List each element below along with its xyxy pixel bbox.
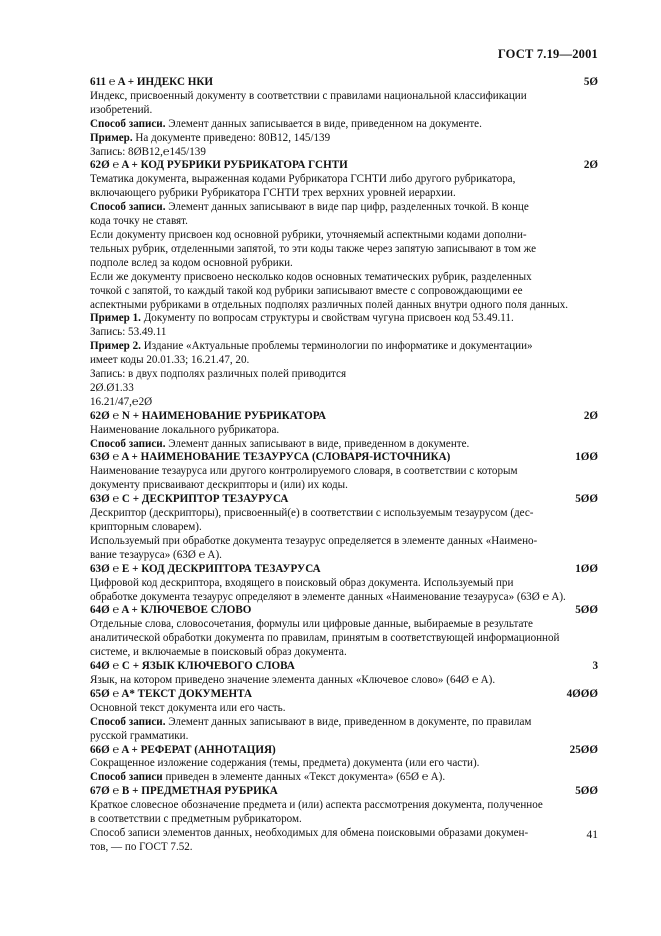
line-text: Наименование тезауруса или другого контролируемого словаря, в соответствии с которым [90,465,518,478]
text-line [90,118,598,132]
field-heading-title: 65Ø ℮ A* ТЕКСТ ДОКУМЕНТА [90,687,252,700]
field-length: 25ØØ [569,743,598,756]
standard-header: ГОСТ 7.19—2001 [497,47,598,61]
bold-lead: Способ записи. [90,201,166,214]
line-text: Элемент данных записывают в виде пар цифр, разделенных точкой. В конце [165,201,529,214]
field-heading [90,410,598,424]
line-text: Запись: в двух подполях различных полей приводится [90,368,347,381]
field-heading-title: 63Ø ℮ C + ДЕСКРИПТОР ТЕЗАУРУСА [90,493,289,506]
text-line [90,396,598,410]
line-text: Тематика документа, выраженная кодами Рубрикатора ГСНТИ либо другого рубрикатора, [90,173,516,186]
page-number: 41 [586,829,598,841]
field-heading [90,493,598,507]
line-text: приведен в элементе данных «Текст документа» (65Ø ℮ A). [162,771,446,784]
line-text: аспектными рубриками в отдельных подполях различных полей данных внутри одного поля данных. [90,298,569,311]
line-text: имеет коды 20.01.33; 16.21.47, 20. [90,354,250,367]
text-line [90,271,598,285]
line-text: кода точку не ставят. [90,215,188,228]
text-line [90,285,598,299]
bold-lead: Пример 1. [90,312,141,325]
line-text: Документу по вопросам структуры и свойствам чугуна присвоен код 53.49.11. [140,312,514,325]
line-text: вание тезауруса» (63Ø ℮ A). [90,548,222,561]
line-text: Отдельные слова, словосочетания, формулы или цифровые данные, выбираемые в результате [90,618,533,631]
text-line [90,618,598,632]
text-line [90,646,598,660]
line-text: 16.21/47,℮2Ø [90,395,153,408]
field-length: 5ØØ [575,604,598,617]
text-line [90,215,598,229]
line-text: Способ записи элементов данных, необходимых для обмена поисковыми образами докумен- [90,826,529,839]
line-text: 2Ø.Ø1.33 [90,381,134,394]
field-heading-title: 66Ø ℮ A + РЕФЕРАТ (АННОТАЦИЯ) [90,743,276,756]
line-text: Цифровой код дескриптора, входящего в поисковый образ документа. Используемый при [90,576,514,589]
line-text: Если документу присвоен код основной рубрики, уточняемый аспектными кодами дополни- [90,228,527,241]
field-heading [90,76,598,90]
text-line [90,299,598,313]
field-heading [90,785,598,799]
text-line [90,326,598,340]
line-text: обработке документа тезаурус определяют в элементе данных «Наименование тезауруса» (63Ø ℮ A). [90,590,566,603]
line-text: Издание «Актуальные проблемы терминологии по информатике и документации» [140,340,533,353]
text-line [90,354,598,368]
text-line [90,146,598,160]
line-text: точкой с запятой, то каждый такой код рубрики записывают вместе с сопровождающими ее [90,284,523,297]
text-line [90,702,598,716]
line-text: Запись: 53.49.11 [90,326,167,339]
text-line [90,382,598,396]
line-text: Язык, на котором приведено значение элемента данных «Ключевое слово» (64Ø ℮ A). [90,673,496,686]
text-line [90,104,598,118]
field-length: 1ØØ [575,451,598,464]
field-length: 5Ø [583,76,598,88]
line-text: документу присваивают дескрипторы и (или) их коды. [90,479,348,492]
document-body [90,76,598,855]
line-text: в соответствии с предметным рубрикатором. [90,813,302,826]
bold-lead: Пример 2. [90,340,141,353]
line-text: Элемент данных записывают в виде, приведенном в документе. [165,437,470,450]
field-heading-title: 63Ø ℮ A + НАИМЕНОВАНИЕ ТЕЗАУРУСА (СЛОВАРЯ-ИСТОЧНИКА) [90,451,451,464]
text-line [90,521,598,535]
field-heading-title: 611 ℮ A + ИНДЕКС НКИ [90,76,214,88]
field-heading [90,744,598,758]
field-heading [90,660,598,674]
line-text: изобретений. [90,103,153,116]
field-length: 1ØØ [575,562,598,575]
field-heading-title: 62Ø ℮ N + НАИМЕНОВАНИЕ РУБРИКАТОРА [90,409,327,422]
text-line [90,591,598,605]
field-heading [90,688,598,702]
field-length: 2Ø [583,159,598,172]
text-line [90,424,598,438]
text-line [90,827,598,841]
text-line [90,730,598,744]
field-heading-title: 67Ø ℮ B + ПРЕДМЕТНАЯ РУБРИКА [90,785,278,798]
line-text: крипторным словарем). [90,521,202,533]
text-line [90,201,598,215]
bold-lead: Способ записи [90,771,163,784]
text-line [90,132,598,146]
line-text: Индекс, присвоенный документу в соответствии с правилами национальной классификации [90,89,527,102]
text-line [90,173,598,187]
text-line [90,771,598,785]
line-text: тов, — по ГОСТ 7.52. [90,840,193,853]
text-line [90,90,598,104]
line-text: включающего рубрики Рубрикатора ГСНТИ трех верхних уровней иерархии. [90,187,456,200]
field-length: 5ØØ [575,493,598,506]
text-line [90,187,598,201]
field-heading-title: 63Ø ℮ E + КОД ДЕСКРИПТОРА ТЕЗАУРУСА [90,562,321,575]
text-line [90,438,598,452]
field-length: 5ØØ [575,785,598,798]
line-text: Сокращенное изложение содержания (темы, предмета) документа (или его части). [90,757,480,770]
text-line [90,340,598,354]
text-line [90,257,598,271]
text-line [90,813,598,827]
field-length: 4ØØØ [566,687,598,700]
field-length: 3 [592,660,598,673]
line-text: аналитической обработки документа по правилам, принятым в соответствующей информационной [90,632,560,645]
text-line [90,479,598,493]
text-line [90,549,598,563]
text-line [90,507,598,521]
field-length: 2Ø [583,409,598,422]
line-text: системе, и включаемые в поисковый образ документа. [90,646,347,659]
line-text: подполе вслед за кодом основной рубрики. [90,256,293,269]
field-heading [90,451,598,465]
text-line [90,674,598,688]
field-heading-title: 62Ø ℮ A + КОД РУБРИКИ РУБРИКАТОРА ГСНТИ [90,159,348,172]
text-line [90,757,598,771]
field-heading-title: 64Ø ℮ A + КЛЮЧЕВОЕ СЛОВО [90,604,252,617]
text-line [90,535,598,549]
line-text: Используемый при обработке документа тезаурус определяется в элементе данных «Наимено- [90,534,538,547]
text-line [90,368,598,382]
text-line [90,632,598,646]
line-text: Элемент данных записывается в виде, приведенном на документе. [165,117,482,130]
line-text: На документе приведено: 80B12, 145/139 [132,131,331,144]
text-line [90,799,598,813]
bold-lead: Способ записи. [90,437,166,450]
text-line [90,243,598,257]
line-text: Запись: 8ØB12,℮145/139 [90,145,206,158]
line-text: Если же документу присвоено несколько кодов основных тематических рубрик, разделенных [90,270,532,283]
line-text: Элемент данных записывают в виде, приведенном в документе, по правилам [165,715,532,728]
field-heading [90,159,598,173]
text-line [90,841,598,855]
text-line [90,465,598,479]
line-text: Наименование локального рубрикатора. [90,423,280,436]
line-text: Дескриптор (дескрипторы), присвоенный(е) в соответствии с используемым тезаурусом (дес- [90,507,534,520]
line-text: Краткое словесное обозначение предмета и (или) аспекта рассмотрения документа, полученное [90,799,543,812]
text-line [90,577,598,591]
field-heading-title: 64Ø ℮ C + ЯЗЫК КЛЮЧЕВОГО СЛОВА [90,660,295,673]
text-line [90,229,598,243]
bold-lead: Пример. [90,131,133,144]
line-text: тельных рубрик, отделенными запятой, то эти коды также через запятую записывают в том же [90,242,537,255]
line-text: русской грамматики. [90,729,189,742]
bold-lead: Способ записи. [90,117,166,130]
field-heading [90,563,598,577]
field-heading [90,604,598,618]
text-line [90,716,598,730]
line-text: Основной текст документа или его часть. [90,701,286,714]
text-line [90,312,598,326]
bold-lead: Способ записи. [90,715,166,728]
